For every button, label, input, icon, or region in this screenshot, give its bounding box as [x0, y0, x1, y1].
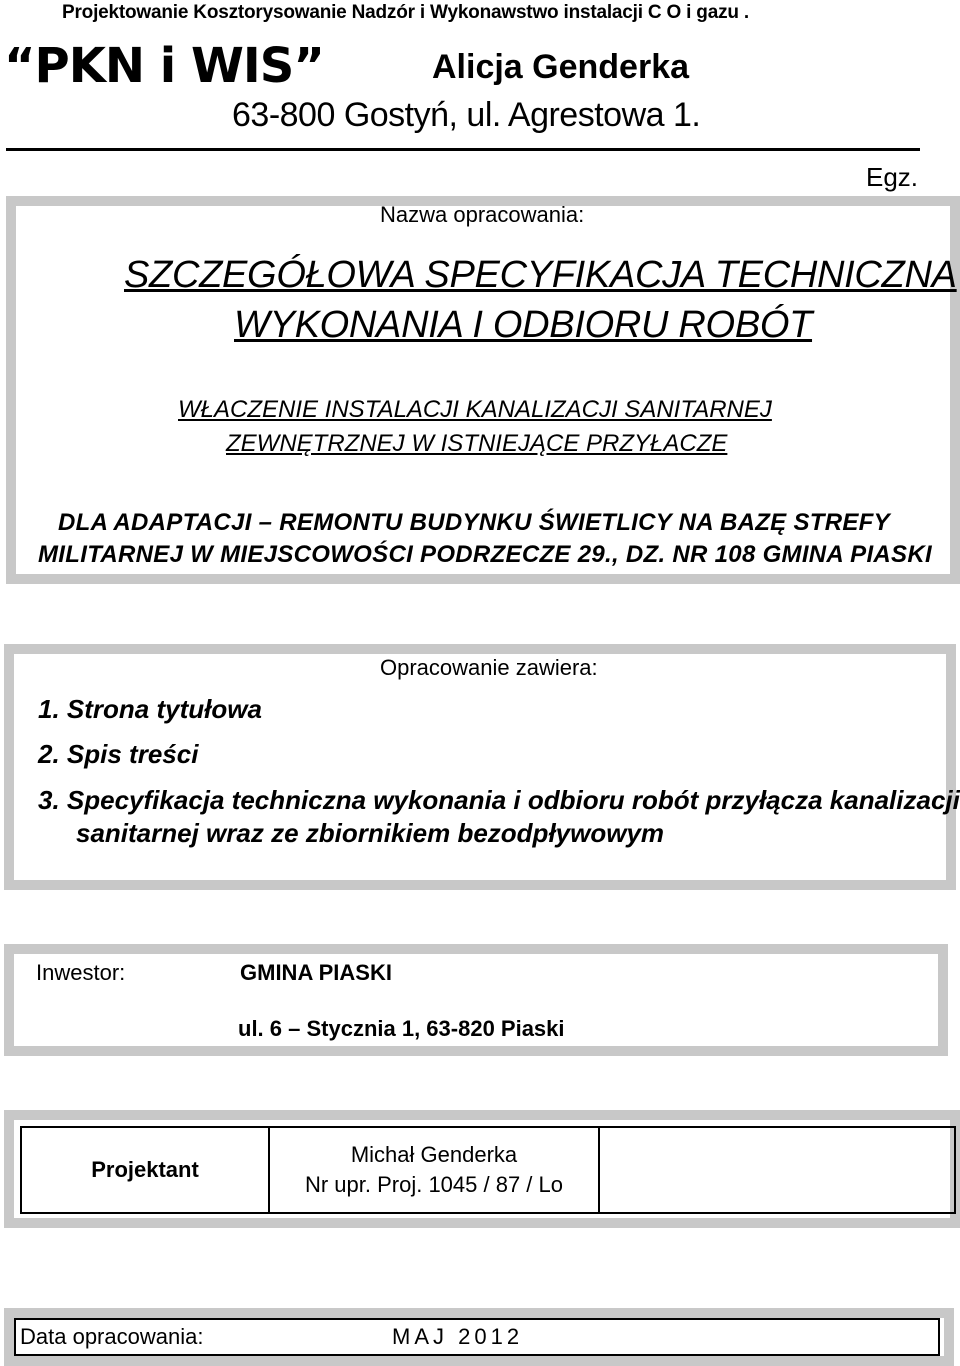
contents-item: 2. Spis treści: [38, 739, 199, 769]
investor-name: GMINA PIASKI: [240, 960, 392, 985]
designer-role: Projektant: [21, 1127, 269, 1213]
date-label: Data opracowania:: [20, 1324, 204, 1349]
designer-row: [21, 1127, 955, 1213]
subject-line-2: ZEWNĘTRZNEJ W ISTNIEJĄCE PRZYŁACZE: [226, 430, 728, 457]
investor-label: Inwestor:: [36, 960, 126, 985]
subject-line-1: WŁACZENIE INSTALACJI KANALIZACJI SANITARNEJ: [178, 396, 772, 423]
header-divider: [6, 148, 920, 151]
copy-label: Egz.: [866, 162, 919, 192]
document-title-line-2: WYKONANIA I ODBIORU ROBÓT: [234, 304, 813, 346]
company-logo: “PKN i WIS”: [4, 38, 324, 94]
contents-item-continuation: sanitarnej wraz ze zbiornikiem bezodpływowym: [76, 818, 665, 848]
designer-info: [269, 1127, 599, 1213]
scope-line-1: DLA ADAPTACJI – REMONTU BUDYNKU ŚWIETLICY NA BAZĘ STREFY: [58, 509, 890, 536]
designer-name: Michał Genderka: [350, 1142, 518, 1167]
scope-line-2: MILITARNEJ W MIEJSCOWOŚCI PODRZECZE 29., DZ. NR 108 GMINA PIASKI: [38, 541, 932, 568]
services-line: Projektowanie Kosztorysowanie Nadzór i Wykonawstwo instalacji C O i gazu .: [62, 2, 749, 23]
contents-item: 3. Specyfikacja techniczna wykonania i odbioru robót przyłącza kanalizacji: [38, 785, 960, 815]
company-address: 63-800 Gostyń, ul. Agrestowa 1.: [232, 96, 701, 134]
contents-item: 1. Strona tytułowa: [38, 694, 262, 724]
designer-license: Nr upr. Proj. 1045 / 87 / Lo: [304, 1172, 564, 1197]
contents-label: Opracowanie zawiera:: [380, 655, 598, 680]
designer-table: [20, 1126, 956, 1214]
signature-cell: [599, 1127, 955, 1213]
document-name-label: Nazwa opracowania:: [380, 202, 585, 227]
date-value: MAJ 2012: [392, 1324, 524, 1349]
document-title-line-1: SZCZEGÓŁOWA SPECYFIKACJA TECHNICZNA: [124, 254, 957, 296]
investor-address: ul. 6 – Stycznia 1, 63-820 Piaski: [238, 1016, 565, 1041]
company-name: Alicja Genderka: [432, 48, 690, 86]
